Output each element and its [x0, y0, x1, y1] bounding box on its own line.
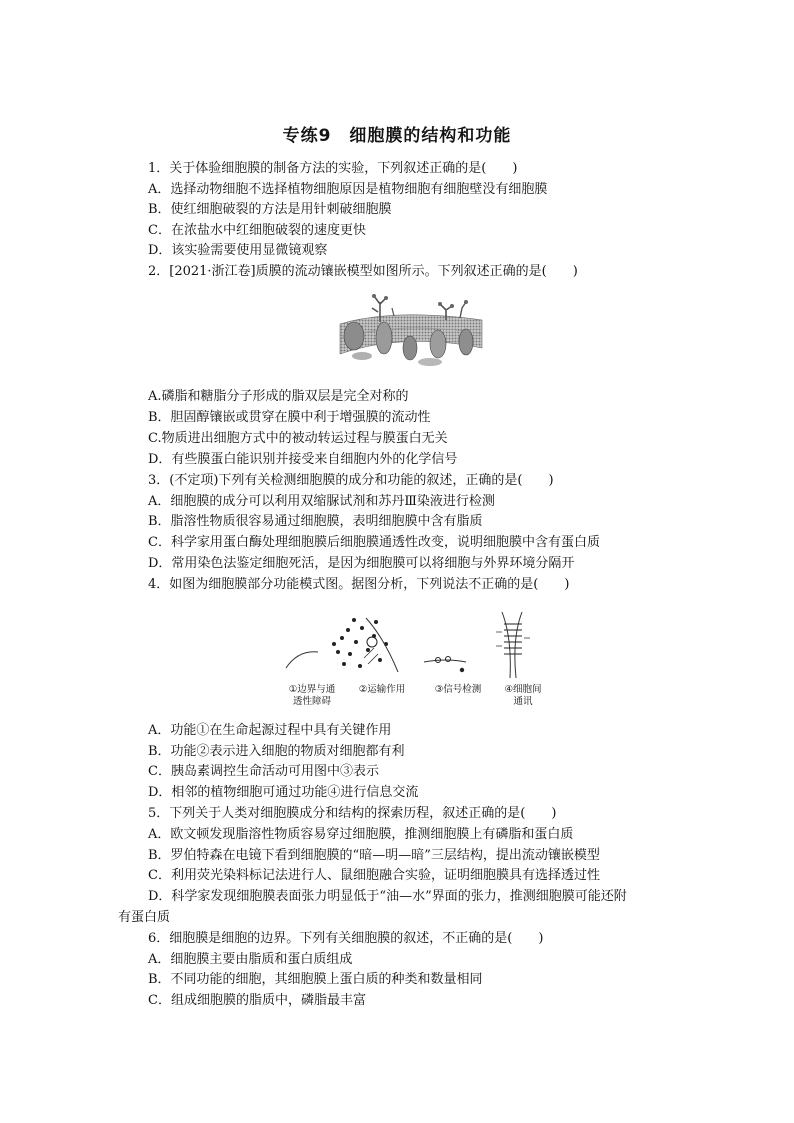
q6-option-c: C．组成细胞膜的脂质中，磷脂最丰富: [148, 993, 366, 1008]
q4-option-d: D．相邻的植物细胞可通过功能④进行信息交流: [148, 785, 419, 800]
q6-option-b: B．不同功能的细胞，其细胞膜上蛋白质的种类和数量相同: [148, 972, 483, 987]
membrane-fluid-mosaic-diagram-icon: [334, 292, 486, 378]
question-2-stem: 2．[2021·浙江卷]质膜的流动镶嵌模型如图所示。下列叙述正确的是( ): [148, 264, 578, 279]
q4-option-c: C．胰岛素调控生命活动可用图中③表示: [148, 764, 379, 779]
question-1-stem: 1．关于体验细胞膜的制备方法的实验，下列叙述正确的是( ): [148, 161, 518, 176]
q4-option-a: A．功能①在生命起源过程中具有关键作用: [148, 723, 392, 738]
question-3-stem: 3．(不定项)下列有关检测细胞膜的成分和功能的叙述，正确的是( ): [148, 473, 554, 488]
q5-option-d: D．科学家发现细胞膜表面张力明显低于“油—水”界面的张力，推测细胞膜可能还附: [148, 889, 627, 904]
q5-option-b: B．罗伯特森在电镜下看到细胞膜的“暗—明—暗”三层结构，提出流动镶嵌模型: [148, 848, 600, 863]
q1-option-b: B．使红细胞破裂的方法是用针刺破细胞膜: [148, 202, 392, 217]
q5-option-c: C．利用荧光染料标记法进行人、鼠细胞融合实验，证明细胞膜具有选择透过性: [148, 868, 600, 883]
q3-option-d: D．常用染色法鉴定细胞死活，是因为细胞膜可以将细胞与外界环境分隔开: [148, 556, 575, 571]
q3-option-b: B．脂溶性物质很容易通过细胞膜，表明细胞膜中含有脂质: [148, 514, 483, 529]
question-6-stem: 6．细胞膜是细胞的边界。下列有关细胞膜的叙述，不正确的是( ): [148, 931, 544, 946]
q6-option-a: A．细胞膜主要由脂质和蛋白质组成: [148, 952, 353, 967]
membrane-functions-diagram-icon: [276, 608, 538, 683]
q1-option-d: D．该实验需要使用显微镜观察: [148, 243, 328, 258]
figure-caption-2: ②运输作用: [358, 684, 406, 695]
question-5-stem: 5．下列关于人类对细胞膜成分和结构的探索历程，叙述正确的是( ): [148, 806, 557, 821]
q1-option-c: C．在浓盐水中红细胞破裂的速度更快: [148, 223, 366, 238]
figure-caption-1: ①边界与通 透性障碍: [288, 684, 336, 707]
q3-option-c: C．科学家用蛋白酶处理细胞膜后细胞膜通透性改变，说明细胞膜中含有蛋白质: [148, 535, 600, 550]
page-title: 专练9 细胞膜的结构和功能: [282, 126, 512, 146]
q2-option-d: D．有些膜蛋白能识别并接受来自细胞内外的化学信号: [148, 452, 458, 467]
figure-caption-4: ④细胞间 通讯: [504, 684, 542, 707]
q2-option-a: A.磷脂和糖脂分子形成的脂双层是完全对称的: [148, 389, 409, 404]
question-4-stem: 4．如图为细胞膜部分功能模式图。据图分析，下列说法不正确的是( ): [148, 577, 570, 592]
q1-option-a: A．选择动物细胞不选择植物细胞原因是植物细胞有细胞壁没有细胞膜: [148, 182, 548, 197]
q5-option-d-continued: 有蛋白质: [118, 910, 171, 925]
q4-option-b: B．功能②表示进入细胞的物质对细胞都有利: [148, 744, 405, 759]
q2-option-c: C.物质进出细胞方式中的被动转运过程与膜蛋白无关: [148, 431, 448, 446]
q3-option-a: A．细胞膜的成分可以利用双缩脲试剂和苏丹Ⅲ染液进行检测: [148, 494, 495, 509]
figure-caption-3: ③信号检测: [434, 684, 482, 695]
q2-option-b: B．胆固醇镶嵌或贯穿在膜中利于增强膜的流动性: [148, 410, 431, 425]
q5-option-a: A．欧文顿发现脂溶性物质容易穿过细胞膜，推测细胞膜上有磷脂和蛋白质: [148, 827, 574, 842]
